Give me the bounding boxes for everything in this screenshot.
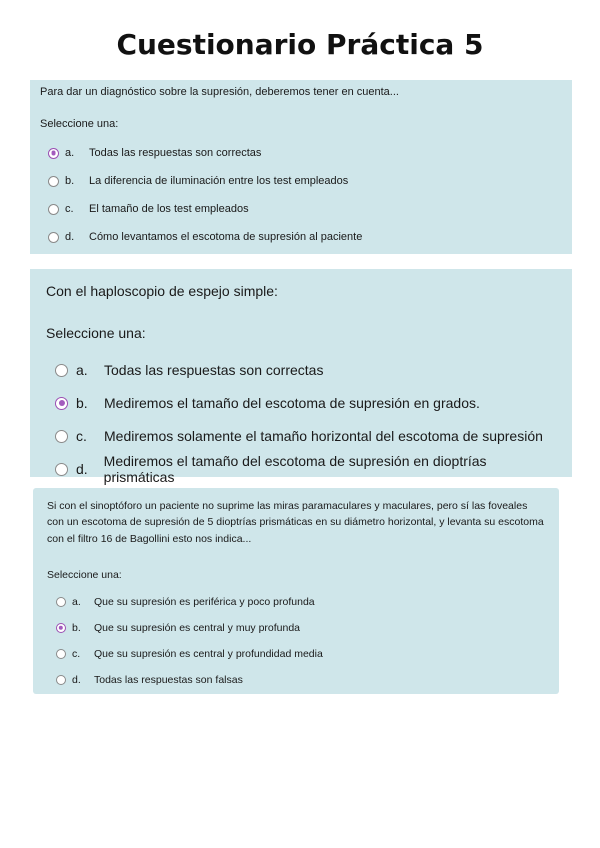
page-title: Cuestionario Práctica 5 [116, 28, 484, 61]
radio-button[interactable] [55, 430, 68, 443]
option-text: Que su supresión es periférica y poco profunda [94, 595, 315, 608]
option-letter: b. [65, 175, 75, 188]
option-letter: a. [72, 595, 81, 608]
option-letter: a. [65, 147, 75, 160]
radio-button[interactable] [55, 397, 68, 410]
question-card-1 [30, 80, 572, 254]
option-b[interactable] [46, 387, 556, 420]
option-letter: c. [76, 428, 87, 445]
option-d[interactable] [40, 223, 562, 251]
option-text: Mediremos solamente el tamaño horizontal del escotoma de supresión [104, 428, 543, 445]
option-letter: d. [72, 673, 81, 686]
radio-button[interactable] [48, 204, 59, 215]
option-a[interactable] [40, 139, 562, 167]
radio-button[interactable] [48, 176, 59, 187]
question-prompt: Para dar un diagnóstico sobre la supresión, deberemos tener en cuenta... [40, 86, 399, 98]
option-d[interactable] [47, 667, 545, 693]
option-text: Todas las respuestas son falsas [94, 673, 243, 686]
option-c[interactable] [40, 195, 562, 223]
radio-button[interactable] [48, 232, 59, 243]
option-text: Cómo levantamos el escotoma de supresión al paciente [89, 231, 363, 244]
option-a[interactable] [47, 589, 545, 615]
option-c[interactable] [46, 420, 556, 453]
option-text: Todas las respuestas son correctas [89, 147, 262, 160]
radio-button[interactable] [56, 623, 66, 633]
option-letter: c. [65, 203, 74, 216]
options-list [47, 589, 545, 693]
option-text: El tamaño de los test empleados [89, 203, 249, 216]
question-card-2 [30, 269, 572, 486]
option-text: Mediremos el tamaño del escotoma de supresión en grados. [104, 395, 480, 412]
question-prompt: Si con el sinoptóforo un paciente no suprime las miras paramaculares y maculares, pero sí las foveales con un escotoma de supresión de 5 dioptrías prismáticas en su diámetro horizontal, y levanta su escotoma con el filtro 16 de Bagollini esto nos indica... [47, 500, 544, 545]
question-instruction: Seleccione una: [46, 324, 146, 341]
option-text: Que su supresión es central y muy profunda [94, 621, 301, 634]
question-instruction: Seleccione una: [40, 118, 119, 131]
option-a[interactable] [46, 354, 556, 387]
options-list [40, 139, 562, 251]
radio-button[interactable] [55, 364, 68, 377]
option-text: Que su supresión es central y profundidad media [94, 647, 323, 660]
option-text: Todas las respuestas son correctas [104, 362, 324, 379]
radio-button[interactable] [56, 649, 66, 659]
option-letter: d. [65, 231, 75, 244]
option-d[interactable] [46, 453, 556, 486]
radio-button[interactable] [56, 675, 66, 685]
option-letter: b. [72, 621, 81, 634]
question-prompt: Con el haploscopio de espejo simple: [46, 283, 278, 299]
radio-button[interactable] [55, 463, 68, 476]
option-c[interactable] [47, 641, 545, 667]
question-card-3 [33, 488, 559, 694]
option-letter: b. [76, 395, 88, 412]
option-b[interactable] [47, 615, 545, 641]
option-text: Mediremos el tamaño del escotoma de supresión en dioptrías prismáticas [103, 453, 487, 486]
option-letter: c. [72, 647, 81, 660]
option-b[interactable] [40, 167, 562, 195]
option-letter: d. [76, 461, 88, 478]
option-text: La diferencia de iluminación entre los test empleados [89, 175, 349, 188]
radio-button[interactable] [56, 597, 66, 607]
options-list [46, 354, 556, 486]
radio-button[interactable] [48, 148, 59, 159]
question-instruction: Seleccione una: [47, 568, 122, 581]
option-letter: a. [76, 362, 88, 379]
